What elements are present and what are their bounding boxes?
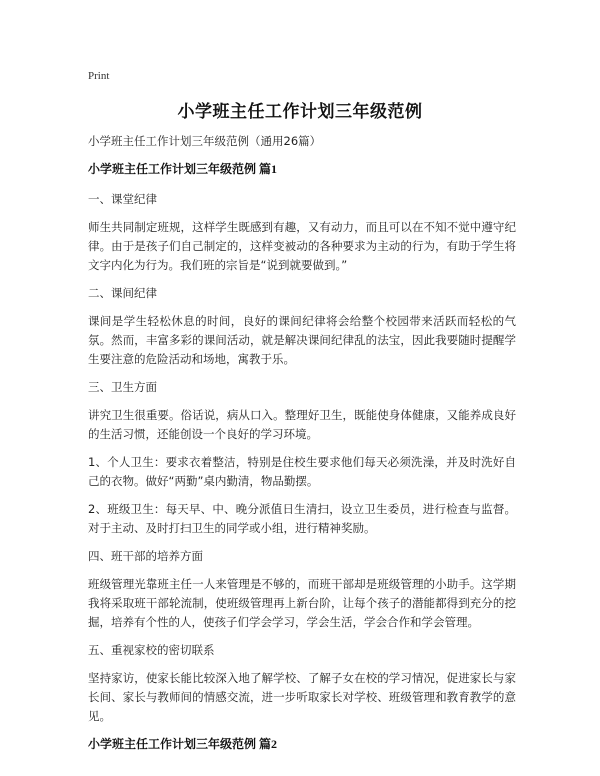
section-heading-hygiene: 三、卫生方面 <box>88 380 157 394</box>
section-heading-home-school: 五、重视家校的密切联系 <box>88 643 215 657</box>
section-heading-break-discipline: 二、课间纪律 <box>88 286 157 300</box>
page-title: 小学班主任工作计划三年级范例 <box>177 102 423 122</box>
print-link[interactable]: Print <box>88 70 110 82</box>
paragraph: 课间是学生轻松休息的时间，良好的课间纪律将会给整个校园带来活跃而轻松的气氛。然而，丰富多彩的课间活动，就是解决课间纪律乱的法宝，因此我要随时提醒学生要注意的危险活动和场地，寓教于乐。 <box>88 314 516 366</box>
paragraph: 讲究卫生很重要。俗话说，病从口入。整理好卫生，既能使身体健康，又能养成良好的生活习惯，还能创设一个良好的学习环境。 <box>88 408 516 441</box>
paragraph: 1、个人卫生：要求衣着整洁，特别是住校生要求他们每天必须洗澡，并及时洗好自己的衣物。做好“两勤”桌内勤清，物品勤摆。 <box>88 455 516 488</box>
section-heading-classroom-discipline: 一、课堂纪律 <box>88 192 157 206</box>
paragraph: 2、班级卫生：每天早、中、晚分派值日生清扫，设立卫生委员，进行检查与监督。对于主动、及时打扫卫生的同学或小组，进行精神奖励。 <box>88 502 516 535</box>
paragraph: 师生共同制定班规，这样学生既感到有趣，又有动力，而且可以在不知不觉中遵守纪律。由于是孩子们自己制定的，这样变被动的各种要求为主动的行为，有助于学生将文字内化为行为。我们班的宗旨是“说到就要做到。” <box>88 220 516 272</box>
article-content <box>88 132 516 765</box>
paragraph: 坚持家访，使家长能比较深入地了解学校、了解子女在校的学习情况，促进家长与家长间、家长与教师间的情感交流，进一步听取家长对学校、班级管理和教育教学的意见。 <box>88 671 516 723</box>
article-heading-2: 小学班主任工作计划三年级范例 篇2 <box>88 737 278 751</box>
section-heading-class-cadres: 四、班干部的培养方面 <box>88 549 203 563</box>
article-heading-1: 小学班主任工作计划三年级范例 篇1 <box>88 162 278 176</box>
paragraph: 班级管理光靠班主任一人来管理是不够的，而班干部却是班级管理的小助手。这学期我将采取班干部轮流制，使班级管理再上新台阶，让每个孩子的潜能都得到充分的挖掘，培养有个性的人，使孩子们学会学习，学会生活，学会合作和学会管理。 <box>88 577 516 629</box>
document-subtitle: 小学班主任工作计划三年级范例（通用26篇） <box>88 134 322 148</box>
